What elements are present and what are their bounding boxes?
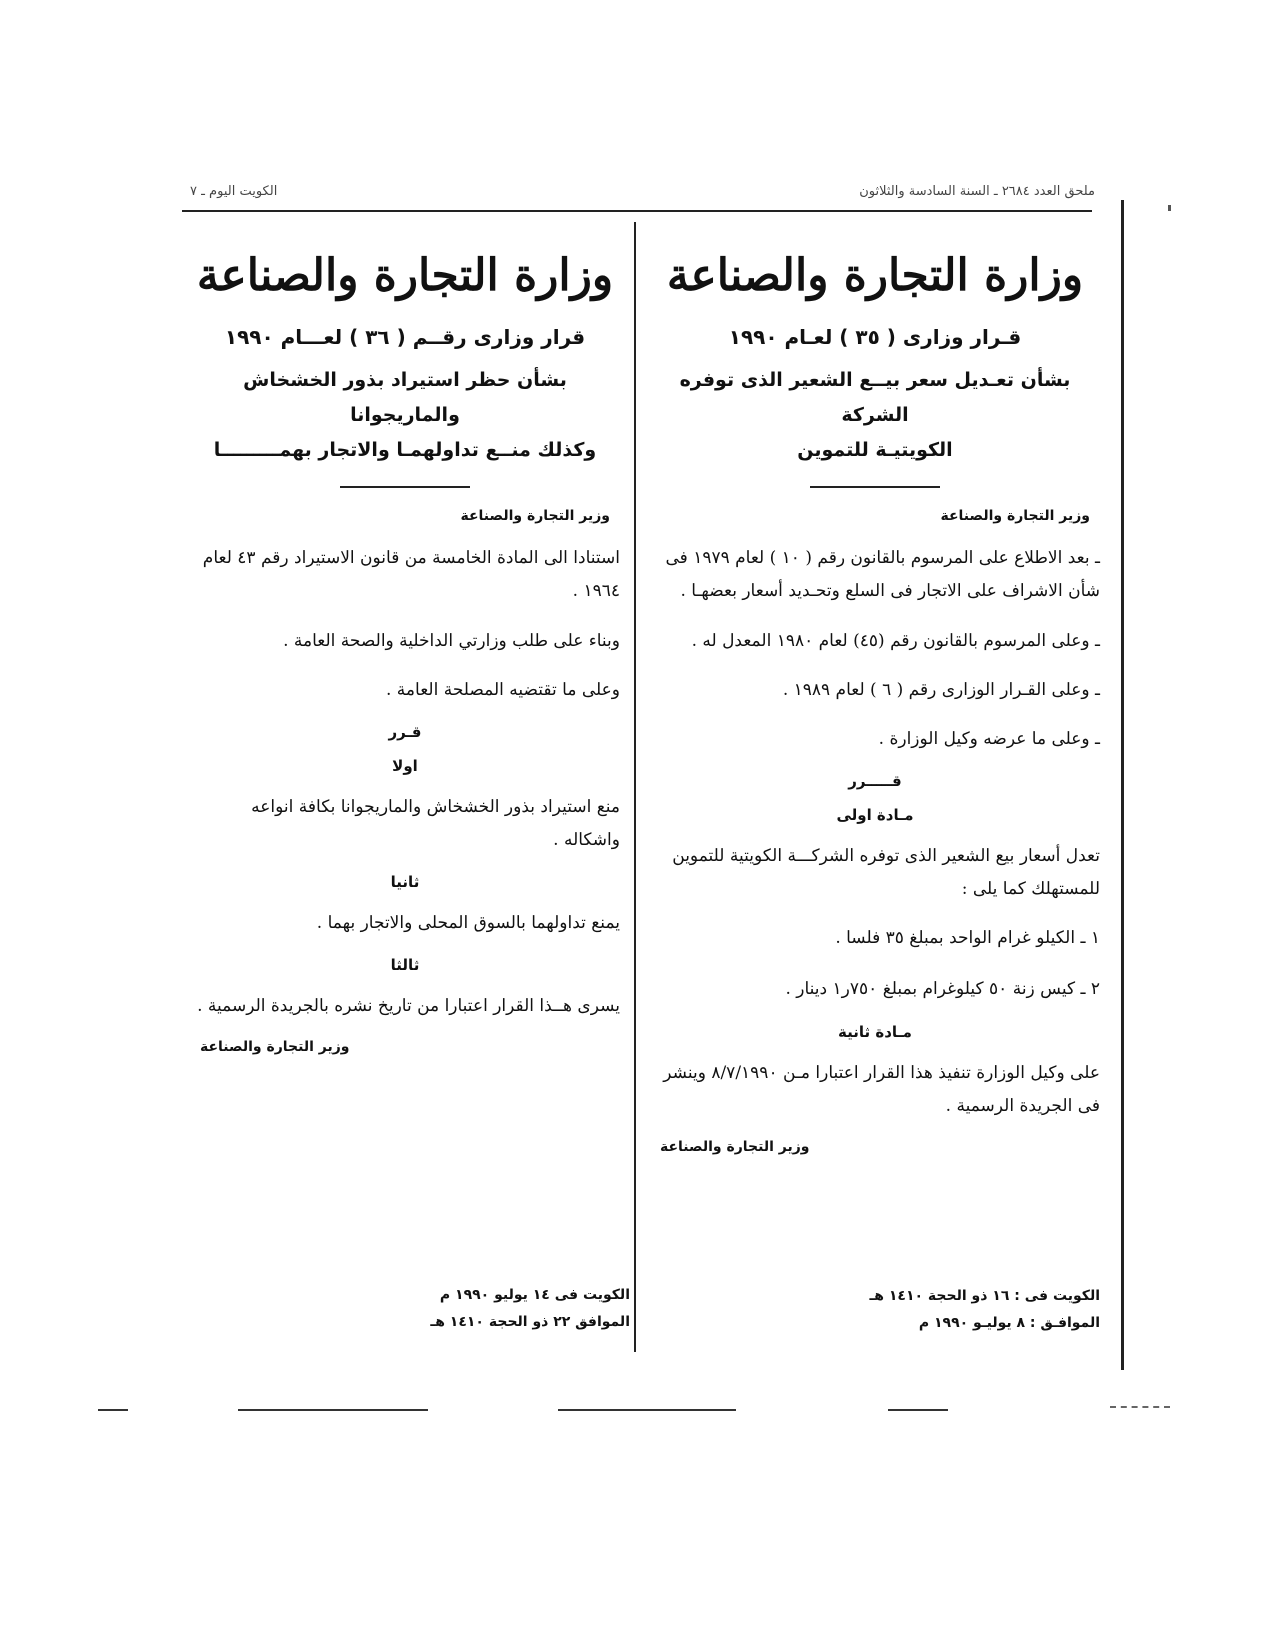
decided-label: قـرر xyxy=(388,722,422,741)
date-gregorian: الموافـق : ٨ يوليـو ١٩٩٠ م xyxy=(918,1314,1100,1331)
decided-label: قـــــرر xyxy=(848,771,902,790)
third-text: يسرى هــذا القرار اعتبارا من تاريخ نشره بالجريدة الرسمية . xyxy=(197,996,620,1017)
decree-subject-line-2: الكويتيـة للتموين xyxy=(797,439,953,462)
first-label: اولا xyxy=(392,756,418,775)
decree-subject-line-1: بشأن حظر استيراد بذور الخشخاش والماريجوانا xyxy=(243,368,567,426)
running-header-left: الكويت اليوم ـ ٧ xyxy=(190,184,278,199)
ministry-heading: وزارة التجارة والصناعة xyxy=(666,250,1084,301)
preamble-item: وعلى ما تقتضيه المصلحة العامة . xyxy=(386,679,620,700)
page-border-line xyxy=(1121,200,1124,1370)
margin-mark xyxy=(1168,205,1171,211)
decree-subject-line-2: وكذلك منــع تداولهمـا والاتجار بهمـــــــــا xyxy=(213,439,597,462)
preamble-item: ـ بعد الاطلاع على المرسوم بالقانون رقم ( ١٠ ) لعام ١٩٧٩ فى شأن الاشراف على الاتجار فى السلع وتحـديد أسعار بعضهـا . xyxy=(665,548,1100,602)
ministry-heading: وزارة التجارة والصناعة xyxy=(196,250,614,301)
preamble-item: استنادا الى المادة الخامسة من قانون الاستيراد رقم ٤٣ لعام ١٩٦٤ . xyxy=(202,548,620,602)
bottom-dashed-rule xyxy=(1110,1406,1170,1408)
decree-36-dates xyxy=(400,1282,630,1335)
article-one-text: تعدل أسعار بيع الشعير الذى توفره الشركـــة الكويتية للتموين للمستهلك كما يلى : xyxy=(672,845,1100,900)
bottom-rule xyxy=(238,1409,428,1411)
title-rule xyxy=(810,486,940,488)
minister-label: وزير التجارة والصناعة xyxy=(940,508,1090,525)
article-two-label: مـادة ثانية xyxy=(838,1022,912,1041)
price-item: ٢ ـ كيس زنة ٥٠ كيلوغرام بمبلغ ٧٥٠ر١ دينار . xyxy=(785,978,1100,999)
article-two-text: على وكيل الوزارة تنفيذ هذا القرار اعتبارا مـن ٨/٧/١٩٩٠ وينشر فى الجريدة الرسمية . xyxy=(663,1062,1100,1116)
date-hijri: الكويت فى : ١٦ ذو الحجة ١٤١٠ هـ xyxy=(869,1288,1100,1304)
second-label: ثانيا xyxy=(390,873,420,892)
first-text: منع استيراد بذور الخشخاش والماريجوانا بكافة انواعه واشكاله . xyxy=(251,796,620,850)
signature: وزير التجارة والصناعة xyxy=(200,1039,350,1056)
decree-title: قرار وزارى رقــم ( ٣٦ ) لعـــام ١٩٩٠ xyxy=(224,324,586,349)
article-one-label: مـادة اولى xyxy=(836,805,914,824)
preamble-item: وبناء على طلب وزارتي الداخلية والصحة العامة . xyxy=(283,630,620,651)
header-rule xyxy=(182,210,1092,212)
bottom-rule xyxy=(98,1409,128,1411)
preamble-item: ـ وعلى ما عرضه وكيل الوزارة . xyxy=(878,728,1100,749)
column-divider xyxy=(634,222,636,1352)
preamble-item: ـ وعلى المرسوم بالقانون رقم (٤٥) لعام ١٩٨٠ المعدل له . xyxy=(691,630,1100,651)
signature: وزير التجارة والصناعة xyxy=(660,1139,810,1156)
decree-36-column xyxy=(190,230,620,1055)
running-header-right: ملحق العدد ٢٦٨٤ ـ السنة السادسة والثلاثون xyxy=(859,184,1095,199)
decree-35-dates xyxy=(860,1283,1100,1336)
bottom-rule xyxy=(558,1409,736,1411)
title-rule xyxy=(340,486,470,488)
decree-35-column xyxy=(650,230,1100,1155)
preamble-item: ـ وعلى القـرار الوزارى رقم ( ٦ ) لعام ١٩٨٩ . xyxy=(782,679,1100,700)
decree-title: قـرار وزارى ( ٣٥ ) لعـام ١٩٩٠ xyxy=(728,324,1022,349)
bottom-rule xyxy=(888,1409,948,1411)
third-label: ثالثا xyxy=(390,956,420,975)
price-item: ١ ـ الكيلو غرام الواحد بمبلغ ٣٥ فلسا . xyxy=(835,928,1100,949)
date-hijri: الموافق ٢٢ ذو الحجة ١٤١٠ هـ xyxy=(430,1313,630,1330)
decree-subject-line-1: بشأن تعـديل سعر بيــع الشعير الذى توفره الشركة xyxy=(679,368,1071,426)
second-text: يمنع تداولهما بالسوق المحلى والاتجار بهما . xyxy=(316,913,620,934)
date-gregorian: الكويت فى ١٤ يوليو ١٩٩٠ م xyxy=(439,1287,630,1303)
minister-label: وزير التجارة والصناعة xyxy=(460,508,610,525)
